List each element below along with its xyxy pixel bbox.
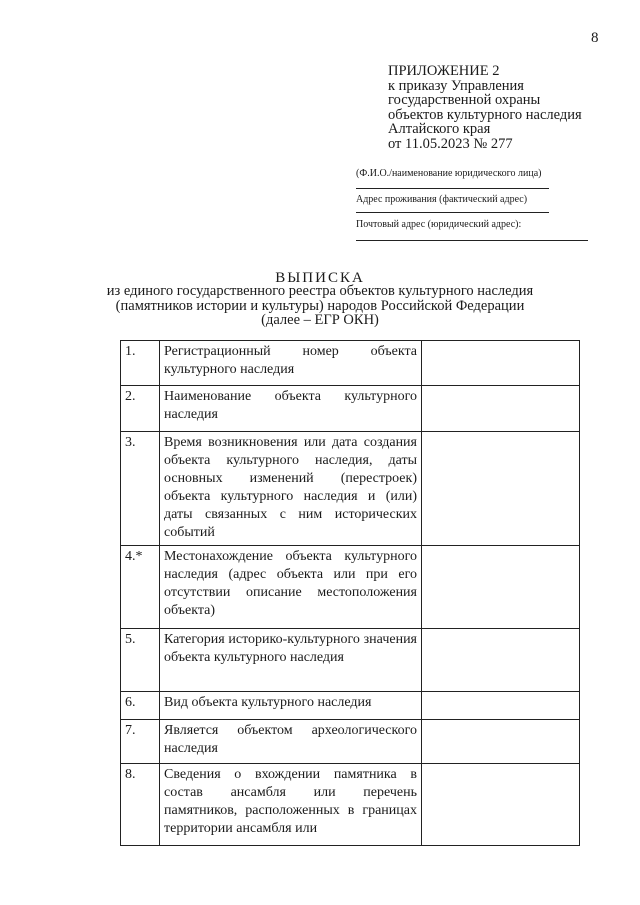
row-value: [422, 386, 580, 432]
appendix-line: объектов культурного наследия: [388, 106, 582, 123]
subtitle-line: (памятников истории и культуры) народов Российской Федерации: [115, 297, 525, 314]
table-row: [121, 629, 580, 692]
row-label: Местонахождение объекта культурного наследия (адрес объекта или при его отсутствии описание местоположения объекта): [160, 546, 422, 629]
row-label: Регистрационный номер объекта культурного наследия: [160, 341, 422, 386]
document-subtitle: [0, 284, 640, 328]
row-label: Наименование объекта культурного наследия: [160, 386, 422, 432]
appendix-line: государственной охраны: [388, 92, 541, 108]
table-row: [121, 692, 580, 720]
table-row: [121, 720, 580, 764]
table-row: [121, 432, 580, 546]
row-value: [422, 692, 580, 720]
appendix-line: Алтайского края: [388, 121, 491, 137]
row-value: [422, 720, 580, 764]
subtitle-line: (далее – ЕГР ОКН): [261, 312, 379, 328]
name-field-line: [356, 188, 549, 189]
registry-extract-table: [120, 340, 580, 846]
appendix-block: [388, 64, 582, 151]
row-number: 4.*: [121, 546, 160, 629]
row-value: [422, 764, 580, 846]
postal-address-line: [356, 240, 588, 241]
table-row: [121, 764, 580, 846]
row-number: 1.: [121, 341, 160, 386]
row-label: Время возникновения или дата создания объекта культурного наследия, даты основных изменений (перестроек) объекта культурного наследия и (или) даты связанных с ним исторических событий: [160, 432, 422, 546]
row-value: [422, 546, 580, 629]
row-label: Сведения о вхождении памятника в состав ансамбля или перечень памятников, расположенных в границах территории ансамбля или: [160, 764, 422, 846]
row-value: [422, 341, 580, 386]
table-row: [121, 386, 580, 432]
residence-address-line: [356, 212, 549, 213]
table-row: [121, 341, 580, 386]
row-number: 5.: [121, 629, 160, 692]
row-label: Категория историко-культурного значения объекта культурного наследия: [160, 629, 422, 692]
row-number: 6.: [121, 692, 160, 720]
row-label: Вид объекта культурного наследия: [160, 692, 422, 720]
row-label: Является объектом археологического наследия: [160, 720, 422, 764]
postal-address-label: Почтовый адрес (юридический адрес):: [356, 219, 522, 230]
appendix-title: ПРИЛОЖЕНИЕ 2: [388, 63, 500, 79]
row-number: 3.: [121, 432, 160, 546]
document-title: ВЫПИСКА: [275, 270, 365, 286]
appendix-line: к приказу Управления: [388, 77, 524, 94]
residence-address-label: Адрес проживания (фактический адрес): [356, 194, 528, 205]
appendix-date-number: от 11.05.2023 № 277: [388, 135, 513, 152]
row-number: 2.: [121, 386, 160, 432]
row-number: 7.: [121, 720, 160, 764]
name-field-label: (Ф.И.О./наименование юридического лица): [356, 168, 542, 179]
row-value: [422, 629, 580, 692]
subtitle-line: из единого государственного реестра объектов культурного наследия: [106, 283, 534, 299]
table-row: [121, 546, 580, 629]
row-number: 8.: [121, 764, 160, 846]
row-value: [422, 432, 580, 546]
page-number: 8: [591, 30, 599, 46]
